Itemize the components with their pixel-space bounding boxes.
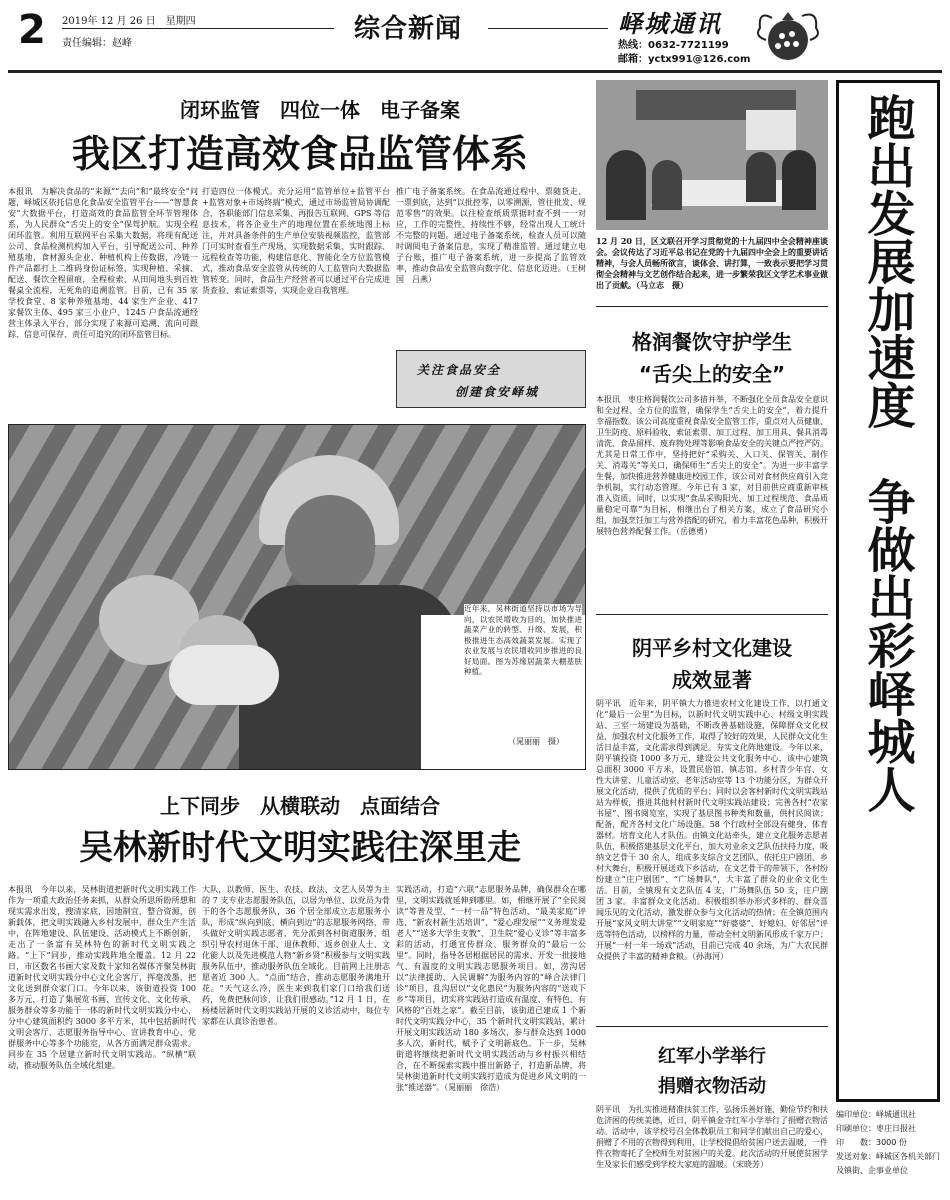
right-col-rule-2 [596,614,828,615]
slogan-line1: 关注食品安全 [417,363,502,377]
vertical-slogan: 跑出发展加速度 争做出彩峄城人 [859,93,915,813]
article5-body: 阴平讯 为扎实推进精准扶贫工作，弘扬乐善好施、勤俭节约和扶危济困的传统美德，近日，阴平镇金寺红军小学举行了捐赠衣物活动。活动中，该学校号召全体教职员工和同学们献出自己的爱心，捐赠了不用的衣物得到利用，让学校提倡给贫困户送去温暖，一件件衣物寄托了全校师生对贫困户的关爱。此次活动的开展使贫困学生及家长们感受到学校大家庭的温暖。（宋晓芳） [596,1105,828,1169]
colophon-line2: 印刷单位：枣庄日报社 [836,1124,916,1133]
vertical-slogan-box [836,80,940,1102]
page-number: 2 [18,7,46,53]
food-safety-slogan-box [396,350,586,408]
article4-headline-line2: 成效显著 [672,668,752,692]
pomegranate-logo [752,6,824,68]
colophon-line3: 印 数：3000 份 [836,1138,907,1147]
editor-line: 责任编辑：赵峰 [62,38,132,49]
article5-headline-line2: 捐赠衣物活动 [658,1076,766,1097]
article1-headline: 我区打造高效食品监管体系 [71,132,528,176]
article3-col3: 实践活动，打造“六联”志愿服务品牌，确保群众在哪里，文明实践就延伸到哪里。如，相继开展了“全民阅读”等普及型、“一村一品”特色活动、“最美家庭”评选、“新农村新生活培训”、“爱心理发屋”“义务理发爱老人”“送多大学生支教”、卫生院“爱心义诊”等丰富多彩的活动，打通宣传群众、服务群众的“最后一公里”。同时，指导各居根据居民的需求、开发一批接地气、有温度的文明实践志愿服务项目。如，涝沟居以“法律援助、入民调解”为服务内容的“峄合法律门诊”项目，乱沟居以“文化惠民”为服务内容的“送戏下乡”等项目，切实将实践站打造成有温度、有特色、有风格的“百姓之家”。截至目前，该街道已建成 1 个新时代文明实践分中心，35 个新时代文明实践站，累计开展文明实践活动 180 多场次，参与群众达到 1000 多人次，新时代，赋予了文明新底色。下一步，吴林街道将继续把新时代文明实践活动与乡村振兴相结合，在不断探索实践中推出新路子，打造新品牌，将吴林街道新时代文明实践打造成为促进乡风文明的一张“推送器”。（晁丽丽 徐浩） [396,885,586,1092]
article2-headline-line2: “舌尖上的安全” [638,362,786,386]
article1-col2: 打造四位一体模式。充分运用“监管单位+监管平台+监管对象+市场终端”模式，通过市场监管局协调配合，各职能部门信息采集、再报告互联网、GPS 等信息技术，将各企业生产的地理位置在系统地图上标注，并对具备条件的生产单位安装视频监控，监管部门可实时查看生产现场，实现数据采集、实时跟踪、远程检查等功能，构建信息化、智能化全方位监管模式，推动食品安全监管从传统的人工监管向大数据监管转变。同时，食品生产经营者可以通过平台完成进货查验、索证索票等，实现企业自我管理。 [202,187,390,295]
article3-headline: 吴林新时代文明实践往深里走 [79,828,521,868]
article3-col1: 本报讯 今年以来，吴林街道把新时代文明实践工作作为一项重大政治任务来抓，从群众所思所盼所想和现实需求出发，搜清家底，因地制宜，整合资源，创新载体，把文明实践融入乡村发展中，群众生产生活中，在阵地建设、队伍建设、活动模式上不断创新，走出了一条富有吴林特色的新时代文明实践之路。“上下”同步，推动实践阵地全覆盖。12 月 22 日，市区数名书画大家及数十家知名媒体齐聚吴林街道新时代文明实践分中心文化会客厅，挥毫泼墨，把文化送到群众家门口。今年以来，该街道投资 100 多万元，打造了集展览书画、宣传文化、文化传承、服务群众等多功能于一体的新时代文明实践分中心，分中心建筑面积约 3000 多平方米，其中包括新时代文明会客厅、志愿服务指导中心、宣讲教育中心、党群服务中心等多个功能室，从各方面满足群众需求。同步在 35 个居建立新时代文明实践站。“纵横”联动，推动服务队伍全域化组建。 [8,885,196,1070]
article1-kicker: 闭环监管 四位一体 电子备案 [180,98,460,122]
masthead-rule-left [62,28,334,29]
article3-kicker: 上下同步 从横联动 点面结合 [160,794,440,818]
meeting-photo-caption: 12 月 20 日，区文联召开学习贯彻党的十九届四中全会精神座谈会。会议传达了习近平总书记在党的十九届四中全会上的重要讲话精神，与会人员畅所欲言，谈体会、讲打算，一致表示要把学习贯彻全会精神与文艺创作结合起来，进一步繁荣我区文学艺术事业做出了贡献。（马立志 摄） [596,236,828,290]
article1-col3: 推广电子备案系统。在食品流通过程中，票随货走、一票到底，达到“以批控零，以零溯源，管住批发、规范零售”的效果。以往检查纸质票据时查不到一一对应，工作的完整性、持续性不够，经常出现人工统计不完整的问题。通过电子备案系统，检查人员可以随时调阅电子备案信息，实现了精准监管。通过建立电子台账，推广电子备案系统，进一步提高了监管效率，推动食品安全监管向数字化、信息化迈进。（王树国 吕燕） [396,187,586,284]
email: 邮箱：yctx991@126.com [618,54,751,65]
meeting-photo [596,80,828,230]
colophon [836,1108,944,1178]
section-title: 综合新闻 [354,14,463,44]
farmer-photo-caption: 近年来，吴林街道坚持以市场为导向，以农民增收为目的，加快推进蔬菜产业的转型、升级、发展，积极推进生态高效蔬菜发展。实现了农业发展与农民增收同步推进的良好局面。图为苏缘居蔬菜大棚基肤种植。 [464,604,582,728]
paper-name: 峄城通讯 [618,9,722,38]
hotline: 热线：0632-7721199 [618,40,729,51]
date-line: 2019年 12 月 26 日 星期四 [62,16,196,27]
right-col-rule-1 [596,306,828,307]
article4-body: 阴平讯 近年来，阴平镇大力推进农村文化建设工作，以打通文化“最后一公里”为目标，以新时代文明实践中心、村级文明实践站、三室一场建设为基础，不断改善基础设施，保障群众文化权益，加强农村文化服务工作，取得了较好的效果，人民群众文化生活日益丰富，文化需求得到满足。夯实文化阵地建设。今年以来，阴平镇投资 1000 多万元，建设公共文化服务中心，该中心建筑总面积 3000 平方米，设置民俗馆、镇志馆、乡村青少年宫、女性大讲堂、儿童活动室、老年活动室等 13 个功能分区，为群众开展文化活动，提供了优质的平台；同时以会客村新时代文明实践站站为样板，推进其他村村新时代文明实践站建设；完善各村“农家书屋”、图书阅览室，实现了基层图书种类和数量，供村民阅读；配备，配齐各村文化广场设施。58 个行政村全部设有健身、体育器材。培育文化人才队伍。由镇文化站牵头，建立文化服务志愿者队伍，积极搭建基层文化平台，加大对业余文艺队伍扶持力度，吸纳文艺骨干 30 余人，组成多支综合文艺团队，依托庄户剧团、乡村大舞台，积极开展送戏下乡活动，在文艺骨干的带领下，各村纷纷建立“庄户剧团”、“广场舞队”，大丰富了群众的业余文化生活。目前，全镇现有文艺队伍 4 支，广场舞队伍 50 支，庄户剧团 3 家。丰富群众文化活动。积极组织举办形式多样的、群众喜闻乐见的文化活动，激发群众参与文化活动的热情；在全镇范围内开展“家风文明大讲堂”“文明家庭”“好婆婆”、好媳妇、好邻居”评选等特色活动，以榜样的力量，带动全村文明新风形成千家万户；开展“一村一年一场戏”活动，目前已完成 40 余场，为广大农民群众提供了丰富的精神食粮。（孙海河） [596,699,828,961]
article4-headline-line1: 阴平乡村文化建设 [632,636,792,660]
colophon-line4: 发送对象：峄城区各机关部门及镇街、企事业单位 [836,1152,940,1175]
masthead-rule-mid [488,28,608,29]
colophon-line1: 编印单位：峄城通讯社 [836,1110,916,1119]
masthead-bottom-rule [8,70,942,73]
article5-headline-line1: 红军小学举行 [658,1046,766,1067]
right-col-rule-3 [596,1026,828,1027]
article1-col1: 本报讯 为解决食品的“来源”“去向”和“最终安全”问题，峄城区依托信息化食品安全监管平台——“智慧食安”大数据平台，打造高效的食品监管全环节管理体系，为人民群众“舌尖上的安全”保驾护航。实现全程闭环监管。利用互联网平台采集大数据，将现有配送公司、食品检测机构加入平台，引导配送公司、种养殖基地、食材源头企业、种植机构上传数据，冷链一件产品都打上二维码身份证标签，实现种植、采摘、配送、餐饮全程留痕，全程检索，从田间地头到百姓餐桌全流程，无死角的追溯监管。目前，已有 35 家学校食堂、8 家种养殖基地、44 家生产企业、417 家餐饮主体、495 家三小业户、1245 户食品流通经营主体录入平台，部分实现了来源可追溯、流向可跟踪、信息可保存、责任可追究的闭环监管目标。 [8,187,198,339]
article3-col2: 大队，以教师、医生、农技、政法、文艺人员等为主的 7 支专业志愿服务队伍，以居为单位、以党员为骨干的各个志愿服务队，36 个居全部成立志愿服务小队，形成“纵向到底、横向到边”的志愿服务网络，带头做好文明实践志愿者，先分派到各村街道服务，组织引导农村退休干部、退休教师、返乡创业人士、文化能人以及先进模范人物“新乡贤”积极参与文明实践服务队伍中，推动服务队伍全域化。目前网上注册志愿者近 300 人。“点面”结合，推动志愿服务满地开花。“天气这么冷，医生来到我们家门口给我们送药，免费把脉问诊，让我们很感动。”12 月 1 日，在杨楼居新时代文明实践站开展的义诊活动中，每位专家都在认真诊治患者。 [202,885,390,1026]
farmer-photo-credit: （晁丽丽 摄） [508,737,564,746]
slogan-line2: 创建食安峄城 [455,385,540,399]
article2-headline-line1: 格润餐饮守护学生 [632,330,792,354]
article2-body: 本报讯 枣庄格润餐饮公司多措并举，不断强化全员食品安全意识和全过程、全方位的监管，确保学生“舌尖上的安全”，着力提升幸福指数。该公司高度重视食品安全监管工作，重点对人员健康、卫生防疫、原料验收、索证索票、加工过程、加工用具、餐具消毒清洗、食品留样、废弃物处理等影响食品安全的关键点严控严防。尤其是日常工作中，坚持把好“采购关、入口关、保管关、制作关、消毒关”等关口，确保师生“舌尖上的安全”。为进一步丰富学生餐，加快推进营养健康进校园工作，该公司对食材供应商引入竞争机制，实行动态管理。今年已有 3 家，对目前供应商重新审核准入资质。同时，以实现“食品采购阳光、加工过程规范、食品质量稳定可靠”为目标，相继出台了相关方案，成立了食品研究小组，加强烹饪加工与营养搭配的研究，着力丰富花色品种，积极开展特色营养配餐工作。（岳德勇） [596,395,828,536]
